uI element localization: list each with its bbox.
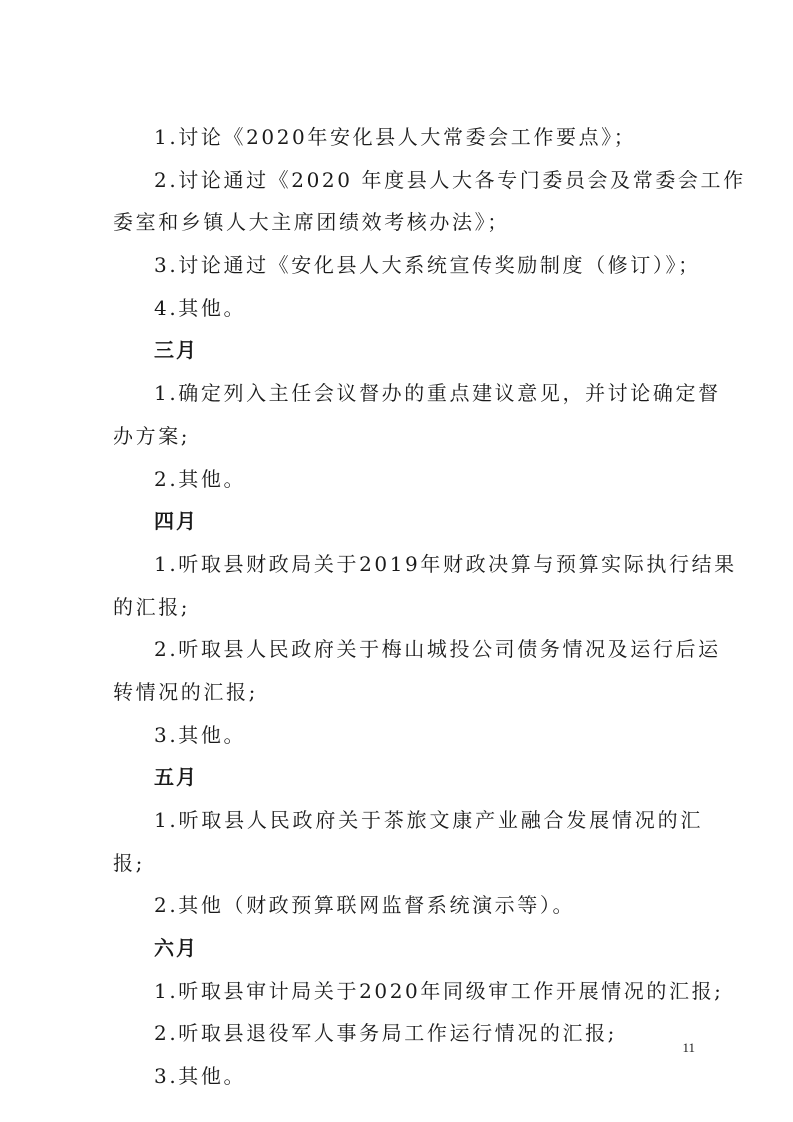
text-line: 的汇报; bbox=[113, 594, 191, 619]
text-line: 2.其他。 bbox=[154, 466, 247, 491]
text-line: 3.其他。 bbox=[154, 1064, 247, 1089]
section-heading: 五月 bbox=[154, 765, 198, 790]
text-line: 3.其他。 bbox=[154, 722, 247, 747]
text-line: 委室和乡镇人大主席团绩效考核办法》； bbox=[113, 210, 510, 235]
text-line: 1.听取县审计局关于2020年同级审工作开展情况的汇报; bbox=[154, 978, 724, 1003]
section-heading: 四月 bbox=[154, 509, 198, 534]
text-line: 1.听取县财政局关于2019年财政决算与预算实际执行结果 bbox=[154, 551, 737, 576]
text-line: 3.讨论通过《安化县人大系统宣传奖励制度（修订）》； bbox=[154, 253, 701, 278]
text-line: 2.其他（财政预算联网监督系统演示等）。 bbox=[154, 893, 576, 918]
text-line: 4.其他。 bbox=[154, 295, 247, 320]
section-heading: 六月 bbox=[154, 936, 198, 961]
text-line: 2.听取县退役军人事务局工作运行情况的汇报; bbox=[154, 1021, 618, 1046]
text-line: 转情况的汇报; bbox=[113, 679, 258, 704]
text-line: 2.讨论通过《2020 年度县人大各专门委员会及常委会工作 bbox=[154, 167, 746, 192]
text-line: 1.听取县人民政府关于茶旅文康产业融合发展情况的汇 bbox=[154, 808, 703, 832]
text-line: 办方案; bbox=[113, 423, 191, 448]
text-line: 报; bbox=[113, 850, 145, 875]
section-heading: 三月 bbox=[154, 338, 198, 363]
text-line: 1.确定列入主任会议督办的重点建议意见，并讨论确定督 bbox=[154, 381, 721, 406]
text-line: 2.听取县人民政府关于梅山城投公司债务情况及运行后运 bbox=[154, 637, 721, 662]
text-line: 1.讨论《2020年安化县人大常委会工作要点》； bbox=[154, 125, 637, 149]
document-body bbox=[113, 116, 746, 1098]
page-number: 11 bbox=[682, 1040, 695, 1055]
